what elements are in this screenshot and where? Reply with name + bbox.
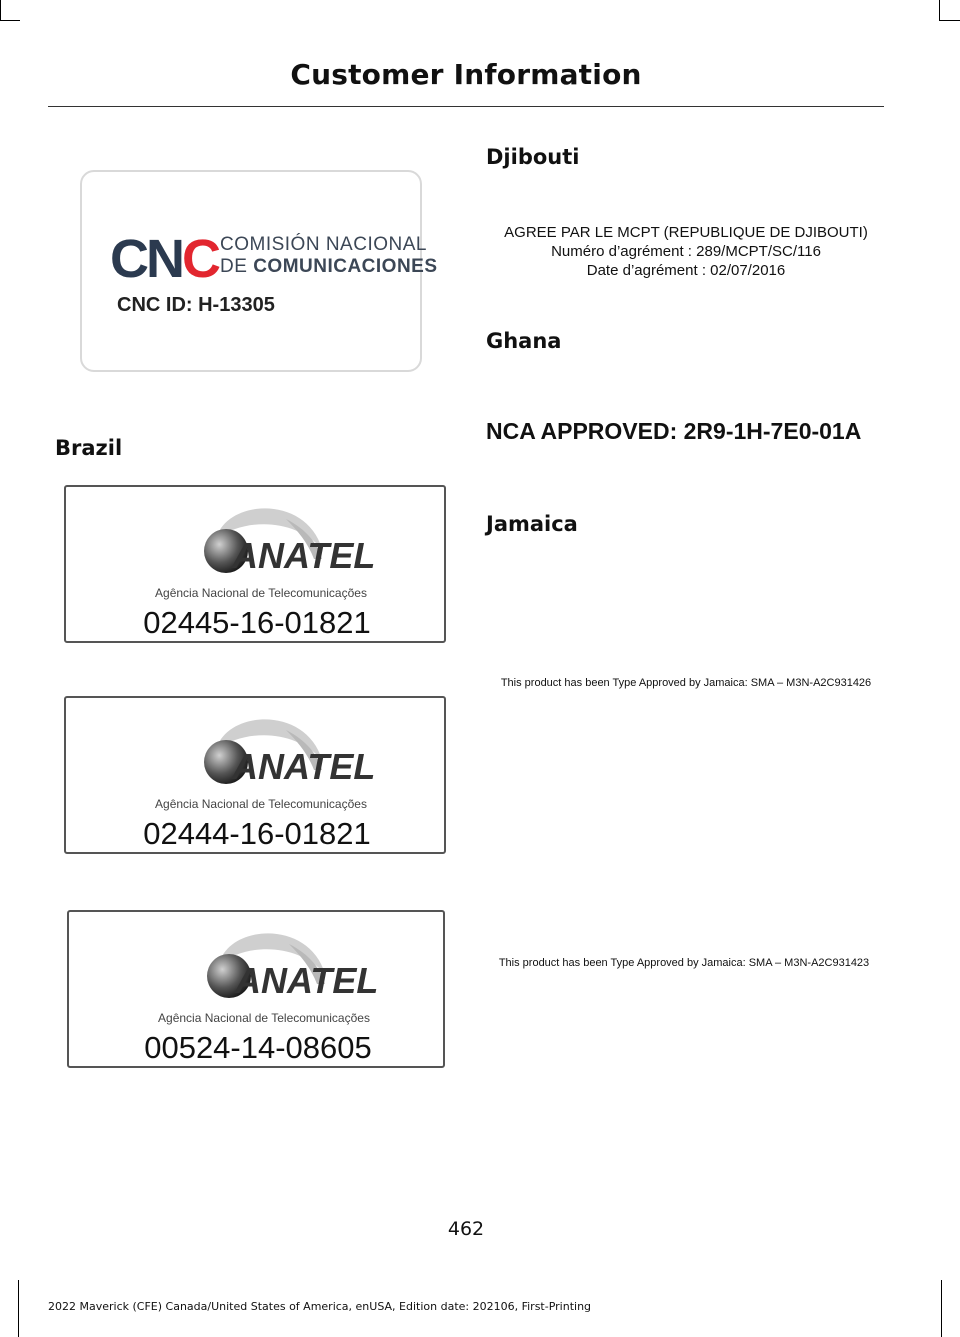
djibouti-approval-number: Numéro d’agrément : 289/MCPT/SC/116 xyxy=(551,243,821,260)
page-title: Customer Information xyxy=(290,58,642,91)
anatel-approval-code: 00524-14-08605 xyxy=(144,1030,372,1065)
anatel-agency-name: Agência Nacional de Telecomunicações xyxy=(158,1011,370,1025)
anatel-agency-name: Agência Nacional de Telecomunicações xyxy=(155,586,367,600)
crop-mark xyxy=(0,0,1,20)
anatel-badge xyxy=(67,910,445,1068)
anatel-approval-code: 02445-16-01821 xyxy=(143,605,371,640)
anatel-approval-code: 02444-16-01821 xyxy=(143,816,371,851)
anatel-badge xyxy=(64,696,446,854)
jamaica-type-approval: This product has been Type Approved by Jamaica: SMA – M3N-A2C931426 xyxy=(500,677,872,689)
anatel-agency-name: Agência Nacional de Telecomunicações xyxy=(155,797,367,811)
section-heading-ghana: Ghana xyxy=(486,329,562,353)
djibouti-approval-date: Date d’agrément : 02/07/2016 xyxy=(586,262,786,279)
anatel-badge xyxy=(64,485,446,643)
cnc-logo: CNC xyxy=(110,229,218,289)
crop-mark xyxy=(18,1280,19,1337)
crop-mark xyxy=(939,20,960,21)
anatel-wordmark: ANATEL xyxy=(232,746,376,787)
cnc-agency-name-line2: DE COMUNICACIONES xyxy=(220,256,438,277)
cnc-id: CNC ID: H-13305 xyxy=(117,294,275,316)
section-heading-brazil: Brazil xyxy=(55,436,123,460)
ghana-nca-approval: NCA APPROVED: 2R9-1H-7E0-01A xyxy=(486,418,862,444)
page-number: 462 xyxy=(447,1218,485,1240)
crop-mark xyxy=(941,1280,942,1337)
anatel-wordmark: ANATEL xyxy=(232,535,376,576)
header-divider xyxy=(48,106,884,107)
cnc-agency-name-line1: COMISIÓN NACIONAL xyxy=(220,234,427,255)
section-heading-jamaica: Jamaica xyxy=(486,512,578,536)
crop-mark xyxy=(939,0,940,20)
section-heading-djibouti: Djibouti xyxy=(486,145,580,169)
crop-mark xyxy=(0,20,20,21)
djibouti-approval-line: AGREE PAR LE MCPT (REPUBLIQUE DE DJIBOUTI) xyxy=(504,224,868,241)
anatel-wordmark: ANATEL xyxy=(235,960,379,1001)
edition-footer: 2022 Maverick (CFE) Canada/United States of America, enUSA, Edition date: 202106, First-Printing xyxy=(48,1300,592,1313)
jamaica-type-approval: This product has been Type Approved by Jamaica: SMA – M3N-A2C931423 xyxy=(498,957,870,969)
